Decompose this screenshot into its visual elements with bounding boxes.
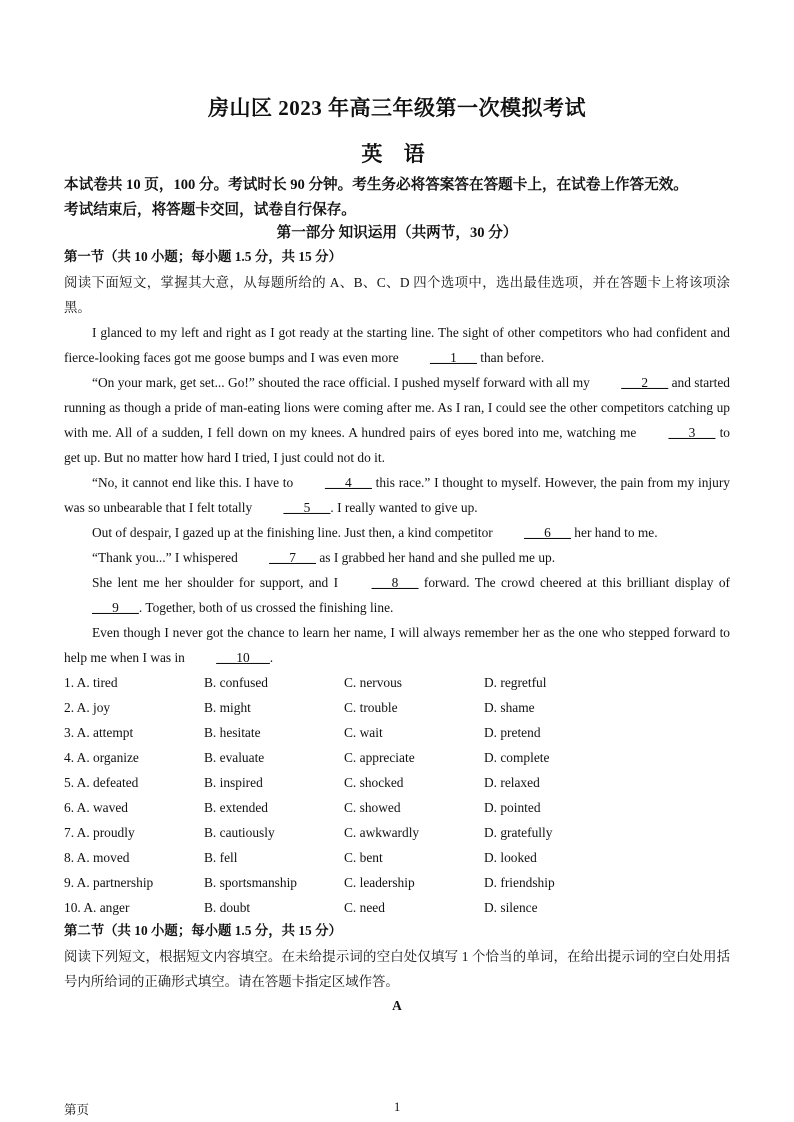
- blank-6: ___6___: [524, 525, 571, 540]
- option-row-2: [64, 695, 744, 720]
- blank-7: ___7___: [269, 550, 316, 565]
- option-b: B. cautiously: [204, 825, 275, 840]
- option-d: D. regretful: [484, 675, 547, 690]
- notice-line-2: 考试结束后，将答题卡交回，试卷自行保存。: [64, 202, 356, 218]
- option-c: C. wait: [344, 725, 383, 740]
- option-d: D. complete: [484, 750, 550, 765]
- option-c: C. appreciate: [344, 750, 415, 765]
- option-row-9: [64, 870, 744, 895]
- footer-page-number: 1: [394, 1100, 401, 1114]
- footer-page-label: 第页: [64, 1103, 90, 1117]
- option-c: C. nervous: [344, 675, 403, 690]
- option-row-5: [64, 770, 744, 795]
- passage-paragraph: “No, it cannot end like this. I have to ___4___ this race.” I thought to myself. However, the pain from my injury was so unbearable that I felt totally ___5___. I really wanted to give up.: [64, 470, 730, 520]
- passage-paragraph: Out of despair, I gazed up at the finishing line. Just then, a kind competitor ___6___ her hand to me.: [64, 520, 730, 545]
- option-a: 9. A. partnership: [64, 875, 154, 890]
- passage-paragraph: She lent me her shoulder for support, and I ___8___ forward. The crowd cheered at this brilliant display of ___9___. Together, both of us crossed the finishing line.: [64, 570, 730, 620]
- option-d: D. gratefully: [484, 825, 553, 840]
- passage-paragraph: “On your mark, get set... Go!” shouted the race official. I pushed myself forward with all my ___2___ and started running as though a pride of man-eating lions were coming after me. As I ran, I could see the other competitors catching up with me. All of a sudden, I fell down on my knees. A hundred pairs of eyes bored into me, watching me ___3___ to get up. But no matter how hard I tried, I just could not do it.: [64, 370, 730, 470]
- option-a: 10. A. anger: [64, 900, 130, 915]
- option-b: B. extended: [204, 800, 268, 815]
- passage-paragraph: Even though I never got the chance to learn her name, I will always remember her as the one who stepped forward to help me when I was in ___10___.: [64, 620, 730, 670]
- option-a: 3. A. attempt: [64, 725, 134, 740]
- option-row-1: [64, 670, 744, 695]
- option-a: 5. A. defeated: [64, 775, 139, 790]
- blank-10: ___10___: [216, 650, 270, 665]
- option-row-6: [64, 795, 744, 820]
- blank-4: ___4___: [324, 475, 372, 490]
- option-c: C. showed: [344, 800, 401, 815]
- option-a: 1. A. tired: [64, 675, 118, 690]
- part-one-title: 第一部分 知识运用（共两节，30 分）: [276, 225, 518, 241]
- option-b: B. inspired: [204, 775, 263, 790]
- blank-3: ___3___: [668, 425, 716, 440]
- option-a: 7. A. proudly: [64, 825, 135, 840]
- subject-title: 英 语: [361, 142, 433, 166]
- option-row-4: [64, 745, 744, 770]
- notice-line-1: 本试卷共 10 页，100 分。考试时长 90 分钟。考生务必将答案答在答题卡上，在试卷上作答无效。: [64, 177, 688, 193]
- option-d: D. shame: [484, 700, 535, 715]
- option-b: B. evaluate: [204, 750, 265, 765]
- section-one-instruction: 阅读下面短文，掌握其大意，从每题所给的 A、B、C、D 四个选项中，选出最佳选项，并在答题卡上将该项涂黑。: [64, 275, 730, 315]
- option-row-10: [64, 895, 744, 920]
- option-c: C. bent: [344, 850, 383, 865]
- blank-5: ___5___: [283, 500, 331, 515]
- option-d: D. pointed: [484, 800, 541, 815]
- section-two-instruction: 阅读下列短文，根据短文内容填空。在未给提示词的空白处仅填写 1 个恰当的单词，在给出提示词的空白处用括号内所给词的正确形式填空。请在答题卡指定区域作答。: [64, 949, 730, 989]
- exam-notice: [64, 173, 744, 223]
- passage-paragraph: I glanced to my left and right as I got ready at the starting line. The sight of other competitors who had confident and fierce-looking faces got me goose bumps and I was even more ___1___ than before.: [64, 320, 730, 370]
- option-b: B. fell: [204, 850, 238, 865]
- option-c: C. trouble: [344, 700, 398, 715]
- option-c: C. shocked: [344, 775, 404, 790]
- option-d: D. looked: [484, 850, 537, 865]
- option-a: 2. A. joy: [64, 700, 111, 715]
- cloze-passage: [64, 320, 730, 670]
- option-b: B. confused: [204, 675, 268, 690]
- answer-options: [64, 670, 744, 920]
- option-b: B. doubt: [204, 900, 251, 915]
- exam-title: 房山区 2023 年高三年级第一次模拟考试: [208, 96, 586, 120]
- option-c: C. leadership: [344, 875, 415, 890]
- option-a: 6. A. waved: [64, 800, 128, 815]
- option-b: B. might: [204, 700, 251, 715]
- section-one-title: 第一节（共 10 小题；每小题 1.5 分，共 15 分）: [64, 249, 342, 264]
- option-c: C. need: [344, 900, 385, 915]
- option-b: B. hesitate: [204, 725, 261, 740]
- option-c: C. awkwardly: [344, 825, 420, 840]
- option-a: 4. A. organize: [64, 750, 139, 765]
- option-d: D. relaxed: [484, 775, 540, 790]
- option-row-3: [64, 720, 744, 745]
- option-d: D. silence: [484, 900, 538, 915]
- blank-1: ___1___: [430, 350, 477, 365]
- option-row-7: [64, 820, 744, 845]
- option-d: D. friendship: [484, 875, 555, 890]
- option-d: D. pretend: [484, 725, 541, 740]
- blank-8: ___8___: [371, 575, 419, 590]
- blank-2: ___2___: [621, 375, 669, 390]
- passage-label: A: [392, 998, 402, 1013]
- passage-paragraph: “Thank you...” I whispered ___7___ as I grabbed her hand and she pulled me up.: [64, 545, 730, 570]
- option-a: 8. A. moved: [64, 850, 130, 865]
- option-row-8: [64, 845, 744, 870]
- section-two-title: 第二节（共 10 小题；每小题 1.5 分，共 15 分）: [64, 923, 342, 938]
- blank-9: ___9___: [92, 600, 139, 615]
- option-b: B. sportsmanship: [204, 875, 297, 890]
